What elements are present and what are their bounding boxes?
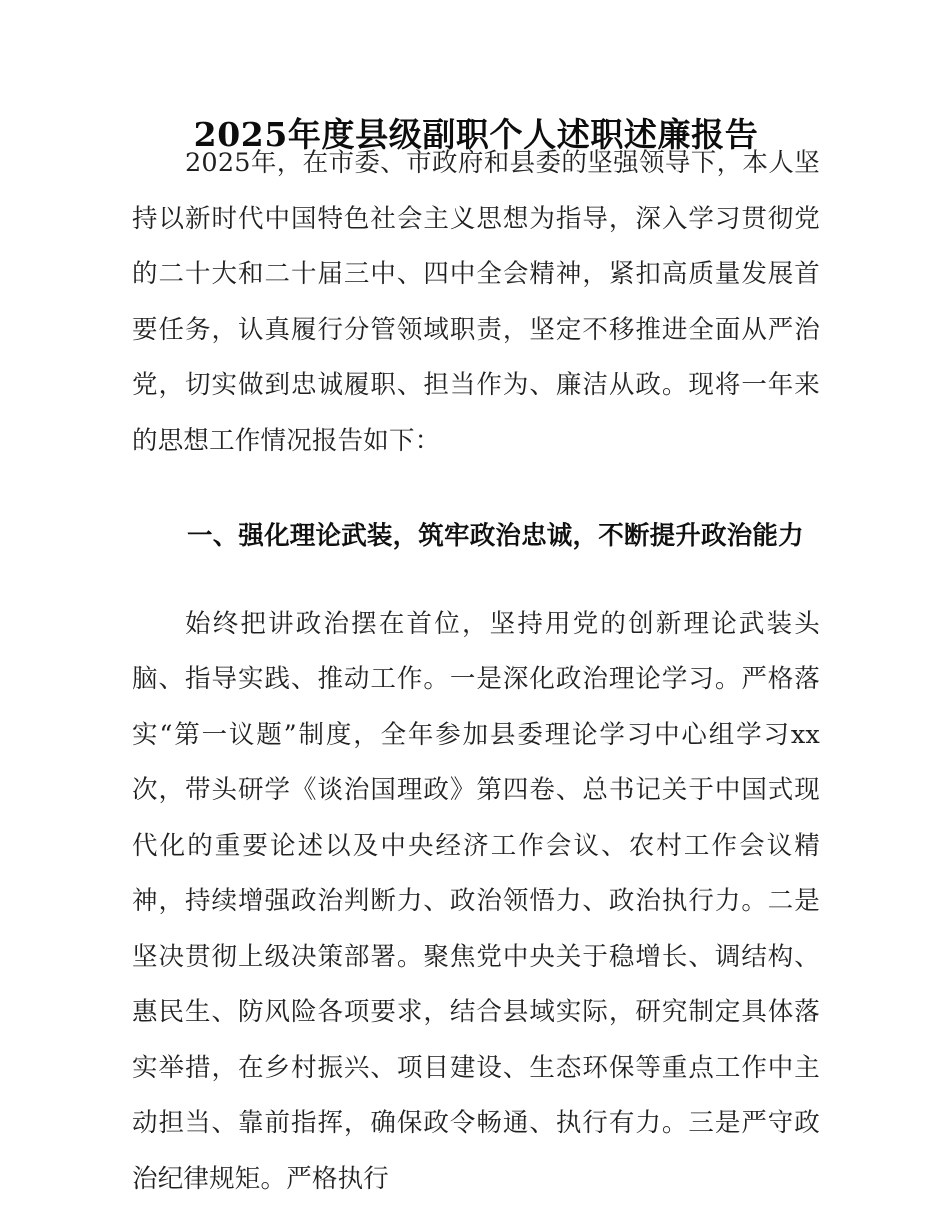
section-heading-one: 一、强化理论武装，筑牢政治忠诚，不断提升政治能力 xyxy=(187,521,804,551)
page-title: 2025年度县级副职个人述职述廉报告 xyxy=(193,115,759,154)
heading-bottom-spacer xyxy=(132,565,820,597)
section-one-paragraph: 始终把讲政治摆在首位，坚持用党的创新理论武装头脑、指导实践、推动工作。一是深化政治理论学习。严格落实“第一议题”制度，全年参加县委理论学习中心组学习xx次，带头研学《谈治国理政》第四卷、总书记关于中国式现代化的重要论述以及中央经济工作会议、农村工作会议精神，持续增强政治判断力、政治领悟力、政治执行力。二是坚决贯彻上级决策部署。聚焦党中央关于稳增长、调结构、惠民生、防风险各项要求，结合县域实际，研究制定具体落实举措，在乡村振兴、项目建设、生态环保等重点工作中主动担当、靠前指挥，确保政令畅通、执行有力。三是严守政治纪律规矩。严格执行 xyxy=(132,608,820,1194)
heading-top-spacer xyxy=(132,469,820,509)
intro-paragraph: 2025年，在市委、市政府和县委的坚强领导下，本人坚持以新时代中国特色社会主义思想为指导，深入学习贯彻党的二十大和二十届三中、四中全会精神，紧扣高质量发展首要任务，认真履行分管领域职责，坚定不移推进全面从严治党，切实做到忠诚履职、担当作为、廉洁从政。现将一年来的思想工作情况报告如下： xyxy=(132,148,820,456)
document-body xyxy=(132,0,820,1207)
